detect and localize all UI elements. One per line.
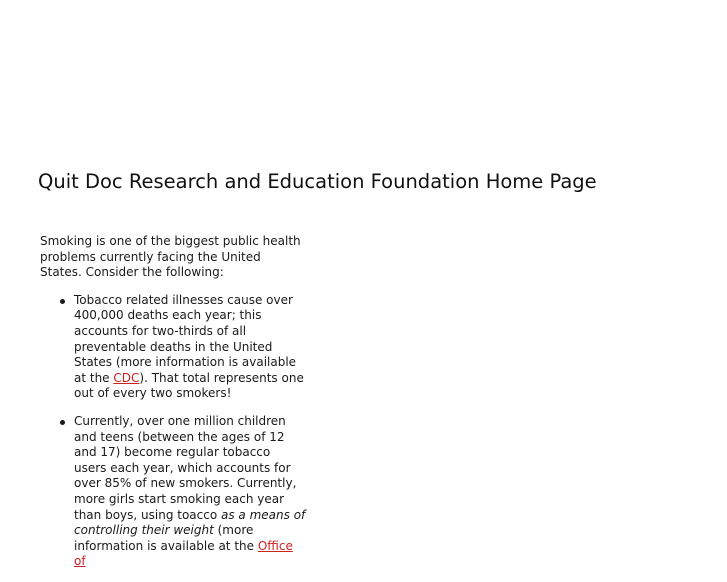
fact-text: Tobacco related illnesses cause over 400,000 deaths each year; this accounts for two-thirds of all preventable deaths in the United States (more information is available at the: [74, 292, 297, 385]
list-item: [74, 414, 306, 570]
main-content: [40, 234, 306, 582]
fact-text: (more information is available at the: [74, 523, 258, 553]
bullet-icon: [60, 299, 65, 304]
page-title: Quit Doc Research and Education Foundation Home Page: [38, 170, 597, 193]
fact-text: Currently, over one million children and teens (between the ages of 12 and 17) become regular tobacco users each year, which accounts for over 85% of new smokers. Currently, more girls start smoking each year than boys, using toacco: [74, 413, 297, 522]
emphasis-text: as a means of controlling their weight: [74, 507, 306, 538]
intro-paragraph: Smoking is one of the biggest public health problems currently facing the United States. Consider the following:: [40, 234, 301, 280]
list-item: [74, 293, 306, 402]
fact-text: ). That total represents one out of every two smokers!: [74, 370, 304, 401]
facts-list: [40, 293, 306, 570]
office-link[interactable]: Office of: [74, 538, 293, 569]
bullet-icon: [60, 420, 65, 425]
cdc-link[interactable]: CDC: [113, 370, 140, 385]
